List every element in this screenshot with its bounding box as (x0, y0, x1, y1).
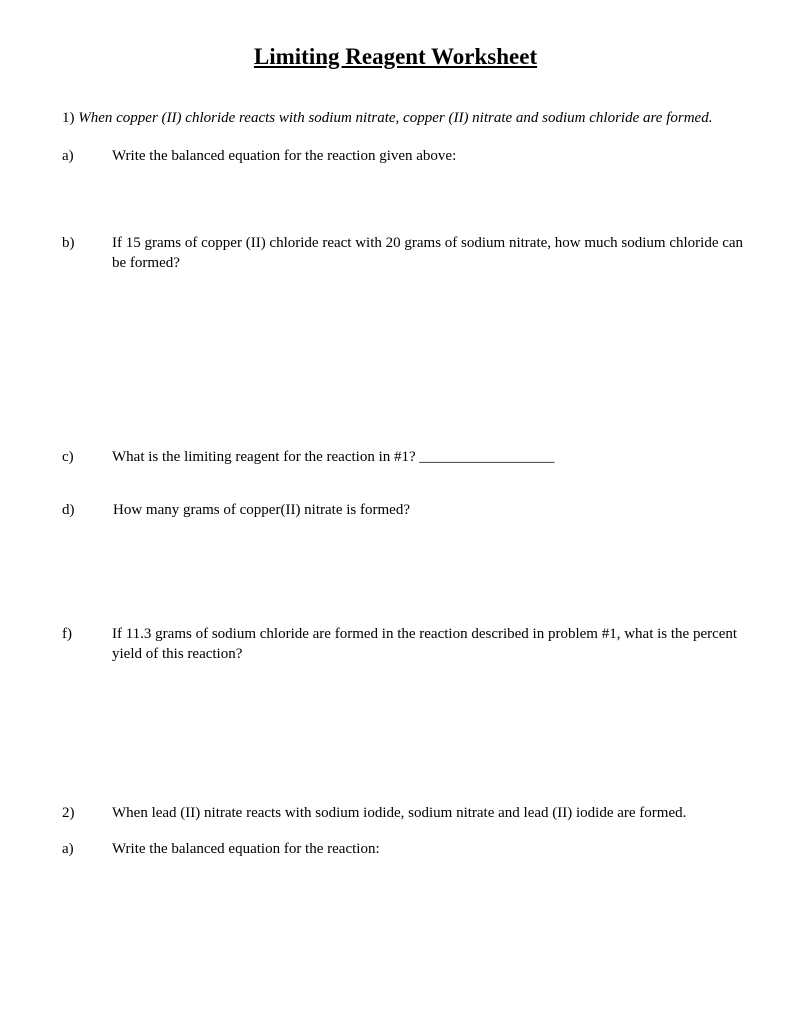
problem-1b-text: If 15 grams of copper (II) chloride react with 20 grams of sodium nitrate, how much sodium chloride can be formed? (112, 235, 744, 271)
worksheet-title: Limiting Reagent Worksheet (253, 44, 538, 69)
problem-2-statement: When lead (II) nitrate reacts with sodium iodide, sodium nitrate and lead (II) iodide are formed. (112, 805, 687, 821)
problem-1a-text: Write the balanced equation for the reaction given above: (112, 148, 457, 164)
problem-1-statement: When copper (II) chloride reacts with sodium nitrate, copper (II) nitrate and sodium chloride are formed. (78, 110, 713, 126)
problem-1b-label: b) (62, 235, 75, 251)
problem-1-intro (62, 108, 712, 128)
problem-2a-text: Write the balanced equation for the reaction: (112, 841, 380, 857)
problem-1f-text: If 11.3 grams of sodium chloride are formed in the reaction described in problem #1, what is the percent yield of this reaction? (112, 626, 738, 662)
problem-2a-label: a) (62, 841, 74, 857)
problem-1f-label: f) (62, 626, 72, 642)
problem-1a-label: a) (62, 148, 74, 164)
problem-1d-text: How many grams of copper(II) nitrate is formed? (113, 502, 410, 518)
problem-1c-label: c) (62, 449, 74, 465)
problem-1-number: 1) (62, 110, 75, 126)
problem-1c-text: What is the limiting reagent for the reaction in #1? __________________ (112, 449, 555, 465)
problem-1d-label: d) (62, 502, 75, 518)
problem-2-number: 2) (62, 805, 75, 821)
